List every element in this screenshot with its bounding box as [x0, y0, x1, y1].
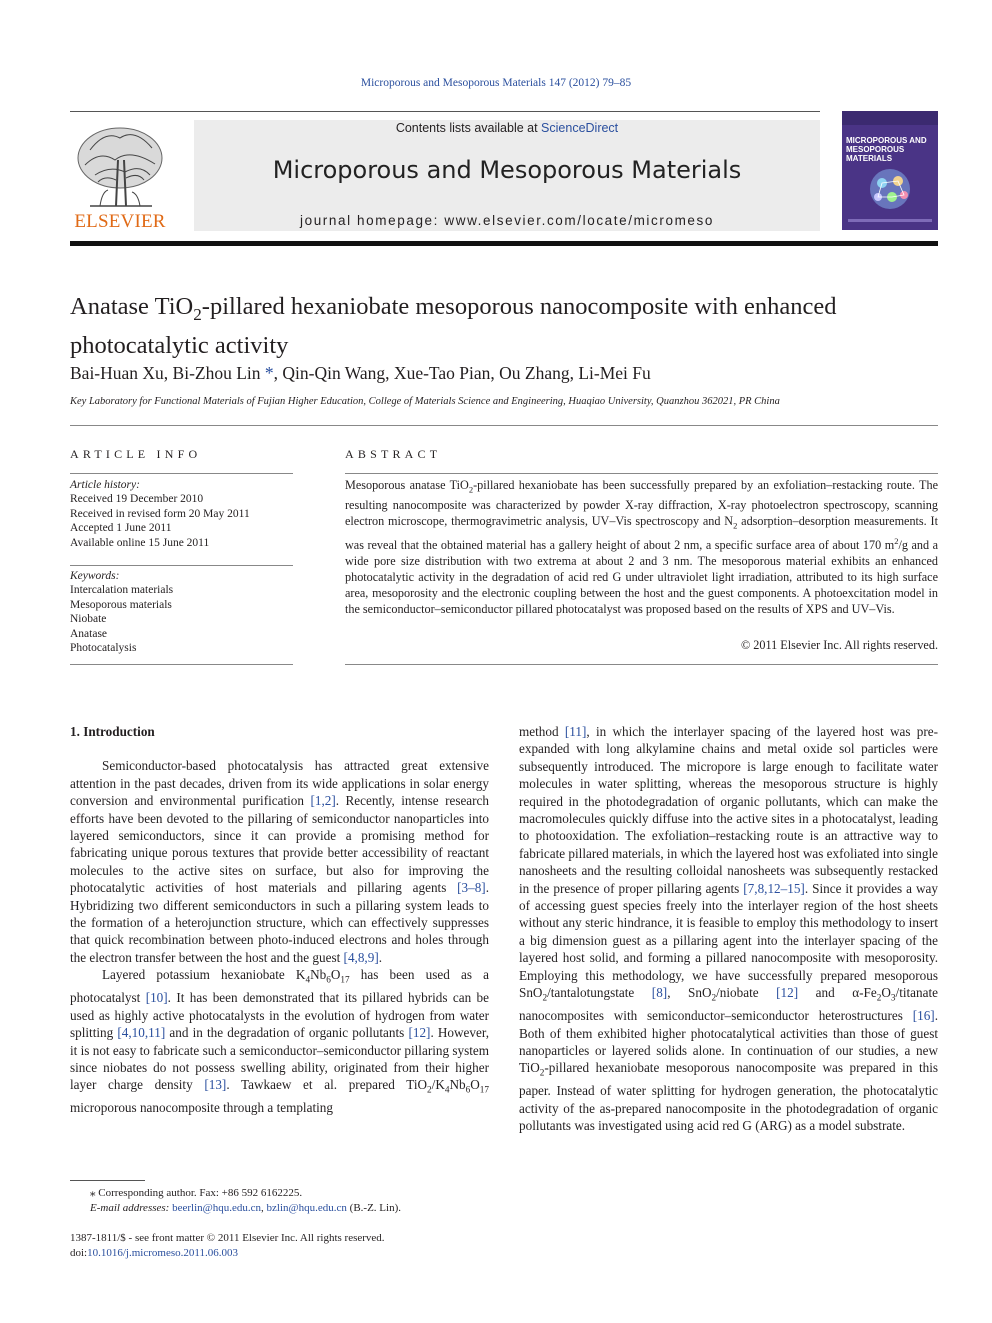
header-top-rule	[70, 111, 820, 112]
keyword-item: Photocatalysis	[70, 642, 137, 655]
contents-prefix: Contents lists available at	[395, 121, 542, 135]
citation-link[interactable]: [12]	[408, 1025, 431, 1041]
header-thick-rule	[70, 241, 938, 246]
footnotes	[70, 1186, 489, 1215]
keywords	[70, 569, 293, 655]
citation-link[interactable]: [12]	[776, 985, 799, 1001]
citation-link[interactable]: [1,2]	[310, 793, 336, 809]
history-label: Article history:	[70, 479, 140, 491]
homepage-label: journal homepage:	[299, 213, 445, 228]
title-part1: Anatase TiO	[70, 293, 194, 320]
article-info-rule	[70, 664, 293, 665]
history-item: Accepted 1 June 2011	[70, 522, 172, 535]
article-history	[70, 478, 293, 550]
journal-cover-image-icon[interactable]	[842, 111, 938, 230]
article-title	[70, 291, 938, 361]
intro-paragraph-2: Layered potassium hexaniobate $K_4Nb_6O_{17}$ has been used as a photocatalyst [10]. It has been demonstrated that its pillared hybrids can be used as highly active photocatalysts in the evolution of hydrogen from water splitting [4,10,11] and in the degradation of organic pollutants [12]. However, it is not easy to fabricate such a semiconductor–semiconductor pillaring system since niobates do not possess swelling ability, originated from their higher layer charge density [13]. Tawkaew et al. prepared $TiO_2/K_4Nb_6O_{17}$ microporous nanocomposite through a templating	[70, 967, 490, 1116]
citation-link[interactable]: [8]	[651, 985, 668, 1001]
issn-line: 1387-1811/$ - see front matter © 2011 Elsevier Inc. All rights reserved.	[70, 1232, 385, 1244]
body-right-column	[519, 723, 938, 1135]
intro-paragraph-2-continued: method [11], in which the interlayer spacing of the layered host was pre-expanded with long alkylamine chains and metal oxide sol particles were subsequently introduced. The micropore is large enough to facilitate water molecules in water splitting, whereas the mesoporous structure is highly required in the photodegradation of organic pollutants, which can make the macromolecules quickly diffuse into the active sites in a photocatalyst, leading to photooxidation. The exfoliation–restacking route is an attractive way to fabricate pillared materials, in which the layered host was exfoliated into single nanosheets and the resulting colloidal nanosheets was subsequently restacked in the presence of proper pillaring agents [7,8,12–15]. Since it provides a way of accessing guest species freely into the interlayer region of the host sheets without any steric hindrance, it is feasible to employ this methodology to insert a big dimension guest as a pillaring agent into the interlayer spacing of the layered host solid, and forming a pillared nanocomposite with mesoporosity. Employing this methodology, we have successfully prepared mesoporous SnO$_2$/tantalotungstate [8], SnO$_2$/niobate [12] and $\alpha-Fe_2O_3$/titanate nanocomposites with semiconductor–semiconductor heterostructures [16]. Both of them exhibited higher photocatalytical activities than those of guest nanoparticles or layered solids alone. In continuation of our studies, a new TiO$_2$-pillared hexaniobate mesoporous nanocomposite was prepared in this paper. Instead of water splitting for hydrogen generation, the photocatalytic activity of the as-prepared nanocomposite in the photodegradation of organic pollutants was investigated using acid red G (ARG) as a model substrate.	[519, 724, 939, 1134]
authors-rest: , Qin-Qin Wang, Xue-Tao Pian, Ou Zhang, Li-Mei Fu	[273, 363, 651, 383]
article-info-rule	[70, 565, 293, 566]
keyword-item: Intercalation materials	[70, 584, 174, 597]
journal-homepage	[194, 213, 820, 228]
cover-title: MICROPOROUS AND MESOPOROUS MATERIALS	[846, 136, 927, 163]
section-heading-introduction: 1. Introduction	[70, 724, 155, 739]
title-part2: -pillared hexaniobate mesoporous nanocomposite with enhanced photocatalytic activity	[70, 293, 837, 359]
intro-paragraph-1: Semiconductor-based photocatalysis has attracted great extensive attention in the past decades, driven from its wide applications in solar energy conversion and environmental purification [1,2]. Recently, intense research efforts have been devoted to the pillaring of semiconductor nanoparticles into layered semiconductors, since it can provide a promising method for fabricating unique porous textures that provide better accessibility of reactant molecules to the active sites on surface, but also for improving the photocatalytic activities of host materials and pillaring agents [3–8]. Hybridizing two different semiconductors in such a pillaring system leads to the formation of a heterojunction structure, which can effectively suppresses that quick recombination between photo-induced electrons and holes through the electron transfer between the host and the guest [4,8,9].	[70, 758, 490, 965]
sciencedirect-link[interactable]: ScienceDirect	[541, 121, 619, 135]
affiliation: Key Laboratory for Functional Materials of Fujian Higher Education, College of Materials Science and Engineering, Huaqiao University, Quanzhou 362021, PR China	[70, 396, 780, 407]
citation-link[interactable]: [11]	[564, 724, 587, 739]
history-item: Received 19 December 2010	[70, 493, 204, 506]
publisher-name: ELSEVIER	[74, 211, 166, 232]
cover-artwork	[842, 111, 938, 230]
title-subscript: 2	[193, 304, 202, 324]
keyword-item: Anatase	[70, 627, 108, 640]
keyword-item: Mesoporous materials	[70, 598, 172, 611]
corresponding-author-link[interactable]: *	[260, 363, 274, 383]
doi-line: doi:10.1016/j.micromeso.2011.06.003	[70, 1246, 238, 1259]
citation-link[interactable]: [16]	[912, 1008, 935, 1024]
email-link[interactable]: beerlin@hqu.edu.cn	[172, 1201, 262, 1214]
citation-link[interactable]: [13]	[204, 1077, 227, 1093]
keywords-label: Keywords:	[70, 570, 120, 582]
citation-link[interactable]: [7,8,12–15]	[743, 880, 805, 896]
issn-doi-block	[70, 1231, 489, 1260]
abstract-rule	[345, 473, 938, 474]
corresponding-author-note: ⁎ Corresponding author. Fax: +86 592 6162225.	[90, 1187, 303, 1199]
abstract-rule	[345, 664, 938, 665]
citation-link[interactable]: [4,8,9]	[343, 949, 379, 965]
journal-reference[interactable]: Microporous and Mesoporous Materials 147 (2012) 79–85	[360, 77, 632, 89]
body-left-column	[70, 723, 489, 1117]
history-item: Available online 15 June 2011	[70, 536, 210, 549]
affiliation-rule	[70, 425, 938, 426]
citation-link[interactable]: [10]	[145, 990, 168, 1006]
article-info-rule	[70, 473, 293, 474]
contents-line	[194, 121, 820, 135]
journal-title[interactable]: Microporous and Mesoporous Materials	[272, 156, 742, 184]
email-link[interactable]: bzlin@hqu.edu.cn	[266, 1201, 347, 1214]
authors-first: Bai-Huan Xu, Bi-Zhou Lin	[70, 363, 261, 383]
doi-link[interactable]: 10.1016/j.micromeso.2011.06.003	[87, 1246, 238, 1259]
keyword-item: Niobate	[70, 613, 107, 626]
history-item: Received in revised form 20 May 2011	[70, 507, 250, 520]
homepage-url-link[interactable]: www.elsevier.com/locate/micromeso	[444, 213, 714, 228]
email-note: E-mail addresses: beerlin@hqu.edu.cn, bzlin@hqu.edu.cn (B.-Z. Lin).	[90, 1201, 401, 1214]
article-info-heading: ARTICLE INFO	[70, 447, 202, 461]
authors-line	[70, 363, 651, 384]
footnote-star: ⁎	[90, 1187, 96, 1199]
citation-link[interactable]: [3–8]	[457, 880, 486, 896]
abstract-copyright: © 2011 Elsevier Inc. All rights reserved.	[741, 638, 938, 652]
citation-link[interactable]: [4,10,11]	[117, 1025, 166, 1041]
footnote-rule	[70, 1180, 145, 1181]
abstract-heading: ABSTRACT	[345, 447, 442, 461]
abstract-text: Mesoporous anatase TiO$_2$-pillared hexaniobate has been successfully prepared by an exfoliation–restacking route. The resulting nanocomposite was characterized by powder X-ray diffraction, X-ray photoelectron spectroscopy, scanning electron microscope, thermogravimetric analysis, UV–Vis spectroscopy and $N_2$ adsorption–desorption measurements. It was reveal that the obtained material has a gallery height of about 2 nm, a specific surface area of about 170 $m^2/g$ and a wide pore size distribution with two extrema at about 2 and 3 nm. The mesoporous material exhibits an enhanced photocatalytic activity in the degradation of acid red G under ultraviolet light irradiation, attributed to its high surface area, mesoporosity and the electronic coupling between the host and the guest components. A photoexcitation model in the semiconductor–semiconductor pillared photocatalyst was proposed based on the results of XPS and UV–Vis.	[345, 478, 938, 616]
